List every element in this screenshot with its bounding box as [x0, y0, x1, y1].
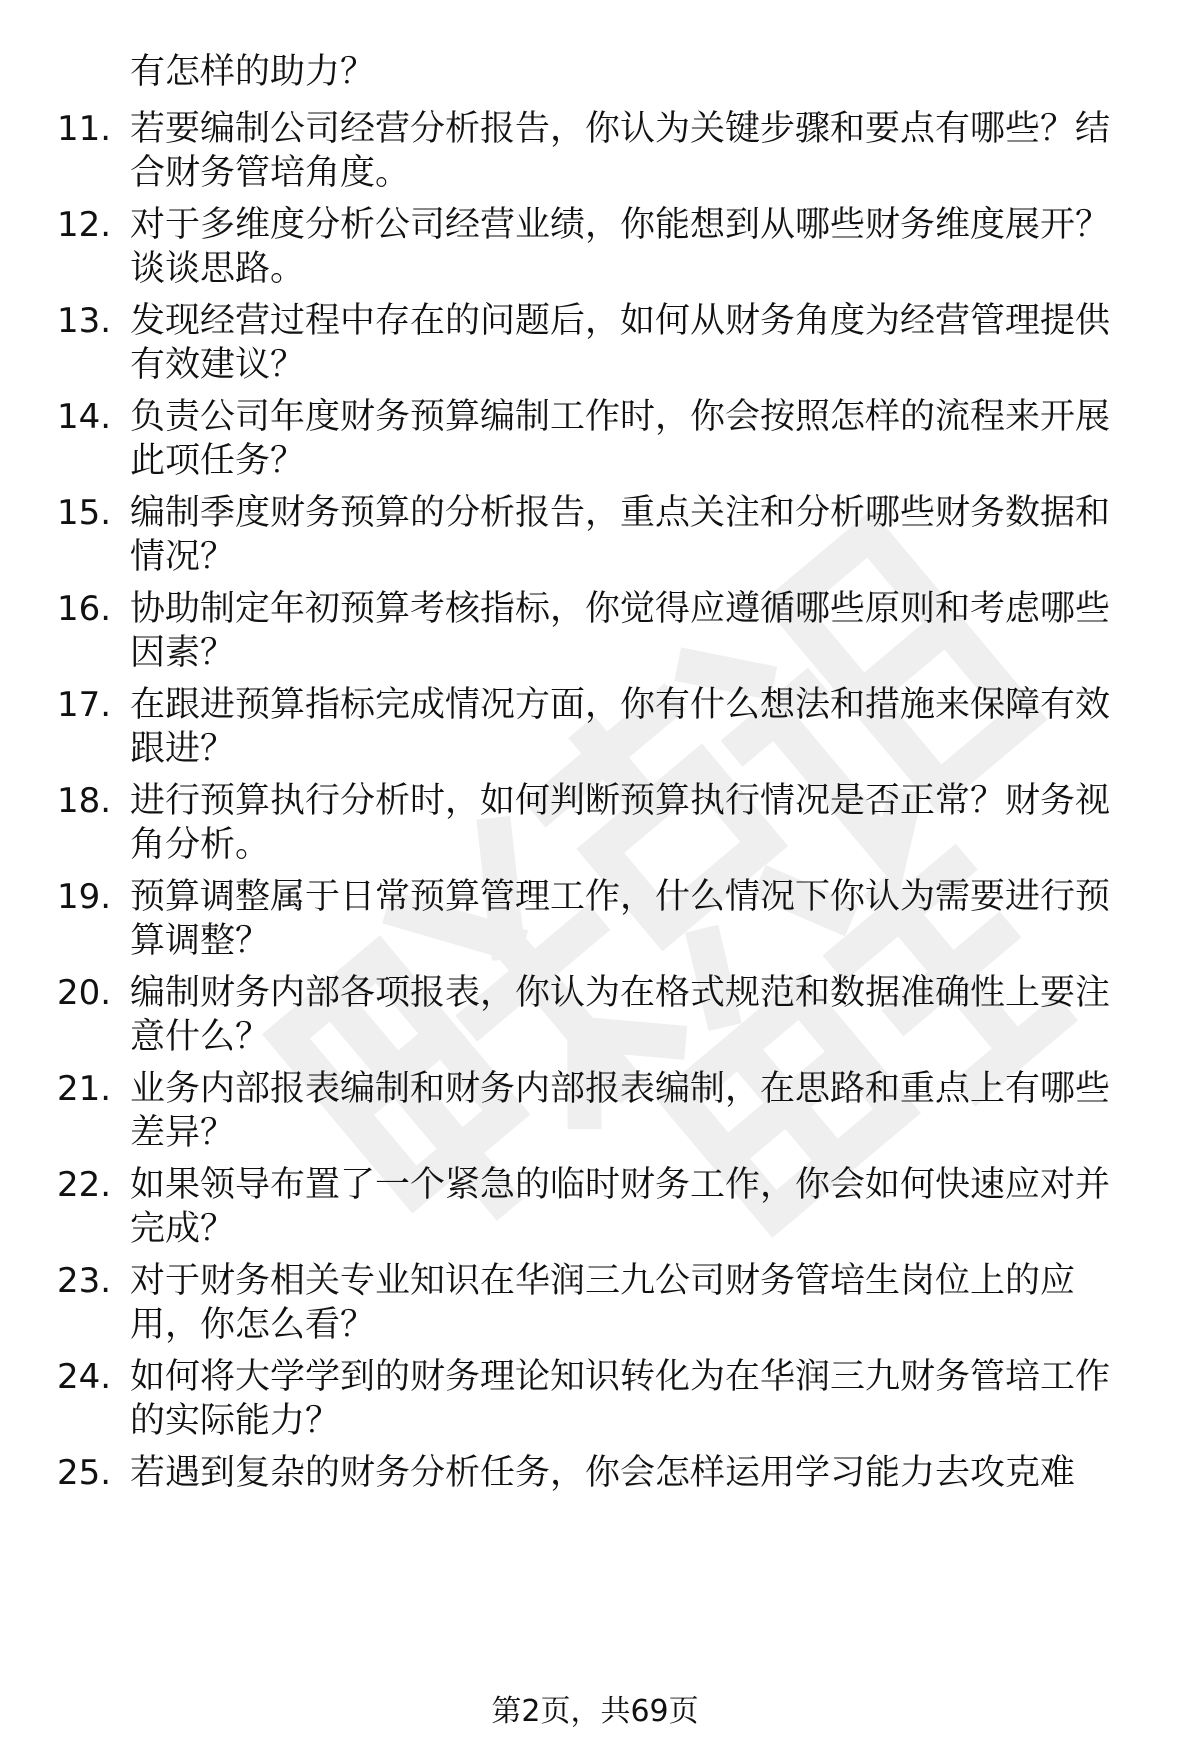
question-line: 完成？ [130, 1209, 236, 1249]
question-number: 21. [57, 1069, 112, 1109]
question-text [130, 683, 1150, 771]
question-number: 19. [57, 877, 112, 917]
question-number: 23. [57, 1261, 112, 1301]
question-text [130, 107, 1150, 195]
question-text [130, 1259, 1150, 1347]
question-text [130, 1451, 1150, 1495]
question-line: 算调整？ [130, 921, 271, 961]
question-line: 对于财务相关专业知识在华润三九公司财务管培生岗位上的应 [130, 1261, 1076, 1301]
question-line: 在跟进预算指标完成情况方面，你有什么想法和措施来保障有效 [130, 685, 1111, 725]
question-line: 协助制定年初预算考核指标，你觉得应遵循哪些原则和考虑哪些 [130, 589, 1111, 629]
question-number: 11. [57, 109, 112, 149]
question-number: 13. [57, 301, 112, 341]
question-text [130, 779, 1150, 867]
question-line: 若遇到复杂的财务分析任务，你会怎样运用学习能力去攻克难 [130, 1453, 1076, 1493]
question-line: 的实际能力？ [130, 1401, 341, 1441]
question-text [130, 395, 1150, 483]
question-line: 进行预算执行分析时，如何判断预算执行情况是否正常？财务视 [130, 781, 1111, 821]
question-text [130, 203, 1150, 291]
question-line: 角分析。 [130, 825, 271, 865]
question-number: 17. [57, 685, 112, 725]
page-footer: 第2页，共69页 [491, 1694, 699, 1729]
question-text [130, 1163, 1150, 1251]
question-number: 22. [57, 1165, 112, 1205]
question-line: 因素？ [130, 633, 236, 673]
question-line: 跟进？ [130, 729, 236, 769]
question-line: 负责公司年度财务预算编制工作时，你会按照怎样的流程来开展 [130, 397, 1111, 437]
question-line: 编制季度财务预算的分析报告，重点关注和分析哪些财务数据和 [130, 493, 1111, 533]
question-line: 对于多维度分析公司经营业绩，你能想到从哪些财务维度展开？ [130, 205, 1111, 245]
question-line: 合财务管培角度。 [130, 153, 411, 193]
question-text [130, 587, 1150, 675]
question-line: 用，你怎么看？ [130, 1305, 376, 1345]
question-line: 预算调整属于日常预算管理工作，什么情况下你认为需要进行预 [130, 877, 1111, 917]
question-text [130, 875, 1150, 963]
continuation-text: 有怎样的助力？ [130, 52, 376, 92]
question-line: 有效建议？ [130, 345, 306, 385]
question-line: 如果领导布置了一个紧急的临时财务工作，你会如何快速应对并 [130, 1165, 1111, 1205]
question-line: 编制财务内部各项报表，你认为在格式规范和数据准确性上要注 [130, 973, 1111, 1013]
question-line: 情况？ [130, 537, 236, 577]
question-line: 若要编制公司经营分析报告，你认为关键步骤和要点有哪些？结 [130, 109, 1111, 149]
question-line: 业务内部报表编制和财务内部报表编制，在思路和重点上有哪些 [130, 1069, 1111, 1109]
question-line: 此项任务？ [130, 441, 306, 481]
question-line: 发现经营过程中存在的问题后，如何从财务角度为经营管理提供 [130, 301, 1111, 341]
question-line: 谈谈思路。 [130, 249, 306, 289]
question-line: 如何将大学学到的财务理论知识转化为在华润三九财务管培工作 [130, 1357, 1111, 1397]
question-text [130, 1355, 1150, 1443]
question-number: 25. [57, 1453, 112, 1493]
question-text [130, 491, 1150, 579]
question-text [130, 1067, 1150, 1155]
question-line: 意什么？ [130, 1017, 271, 1057]
question-number: 20. [57, 973, 112, 1013]
question-number: 12. [57, 205, 112, 245]
question-text [130, 299, 1150, 387]
question-number: 15. [57, 493, 112, 533]
question-number: 16. [57, 589, 112, 629]
question-number: 24. [57, 1357, 112, 1397]
question-number: 14. [57, 397, 112, 437]
question-line: 差异？ [130, 1113, 236, 1153]
question-text [130, 971, 1150, 1059]
question-number: 18. [57, 781, 112, 821]
